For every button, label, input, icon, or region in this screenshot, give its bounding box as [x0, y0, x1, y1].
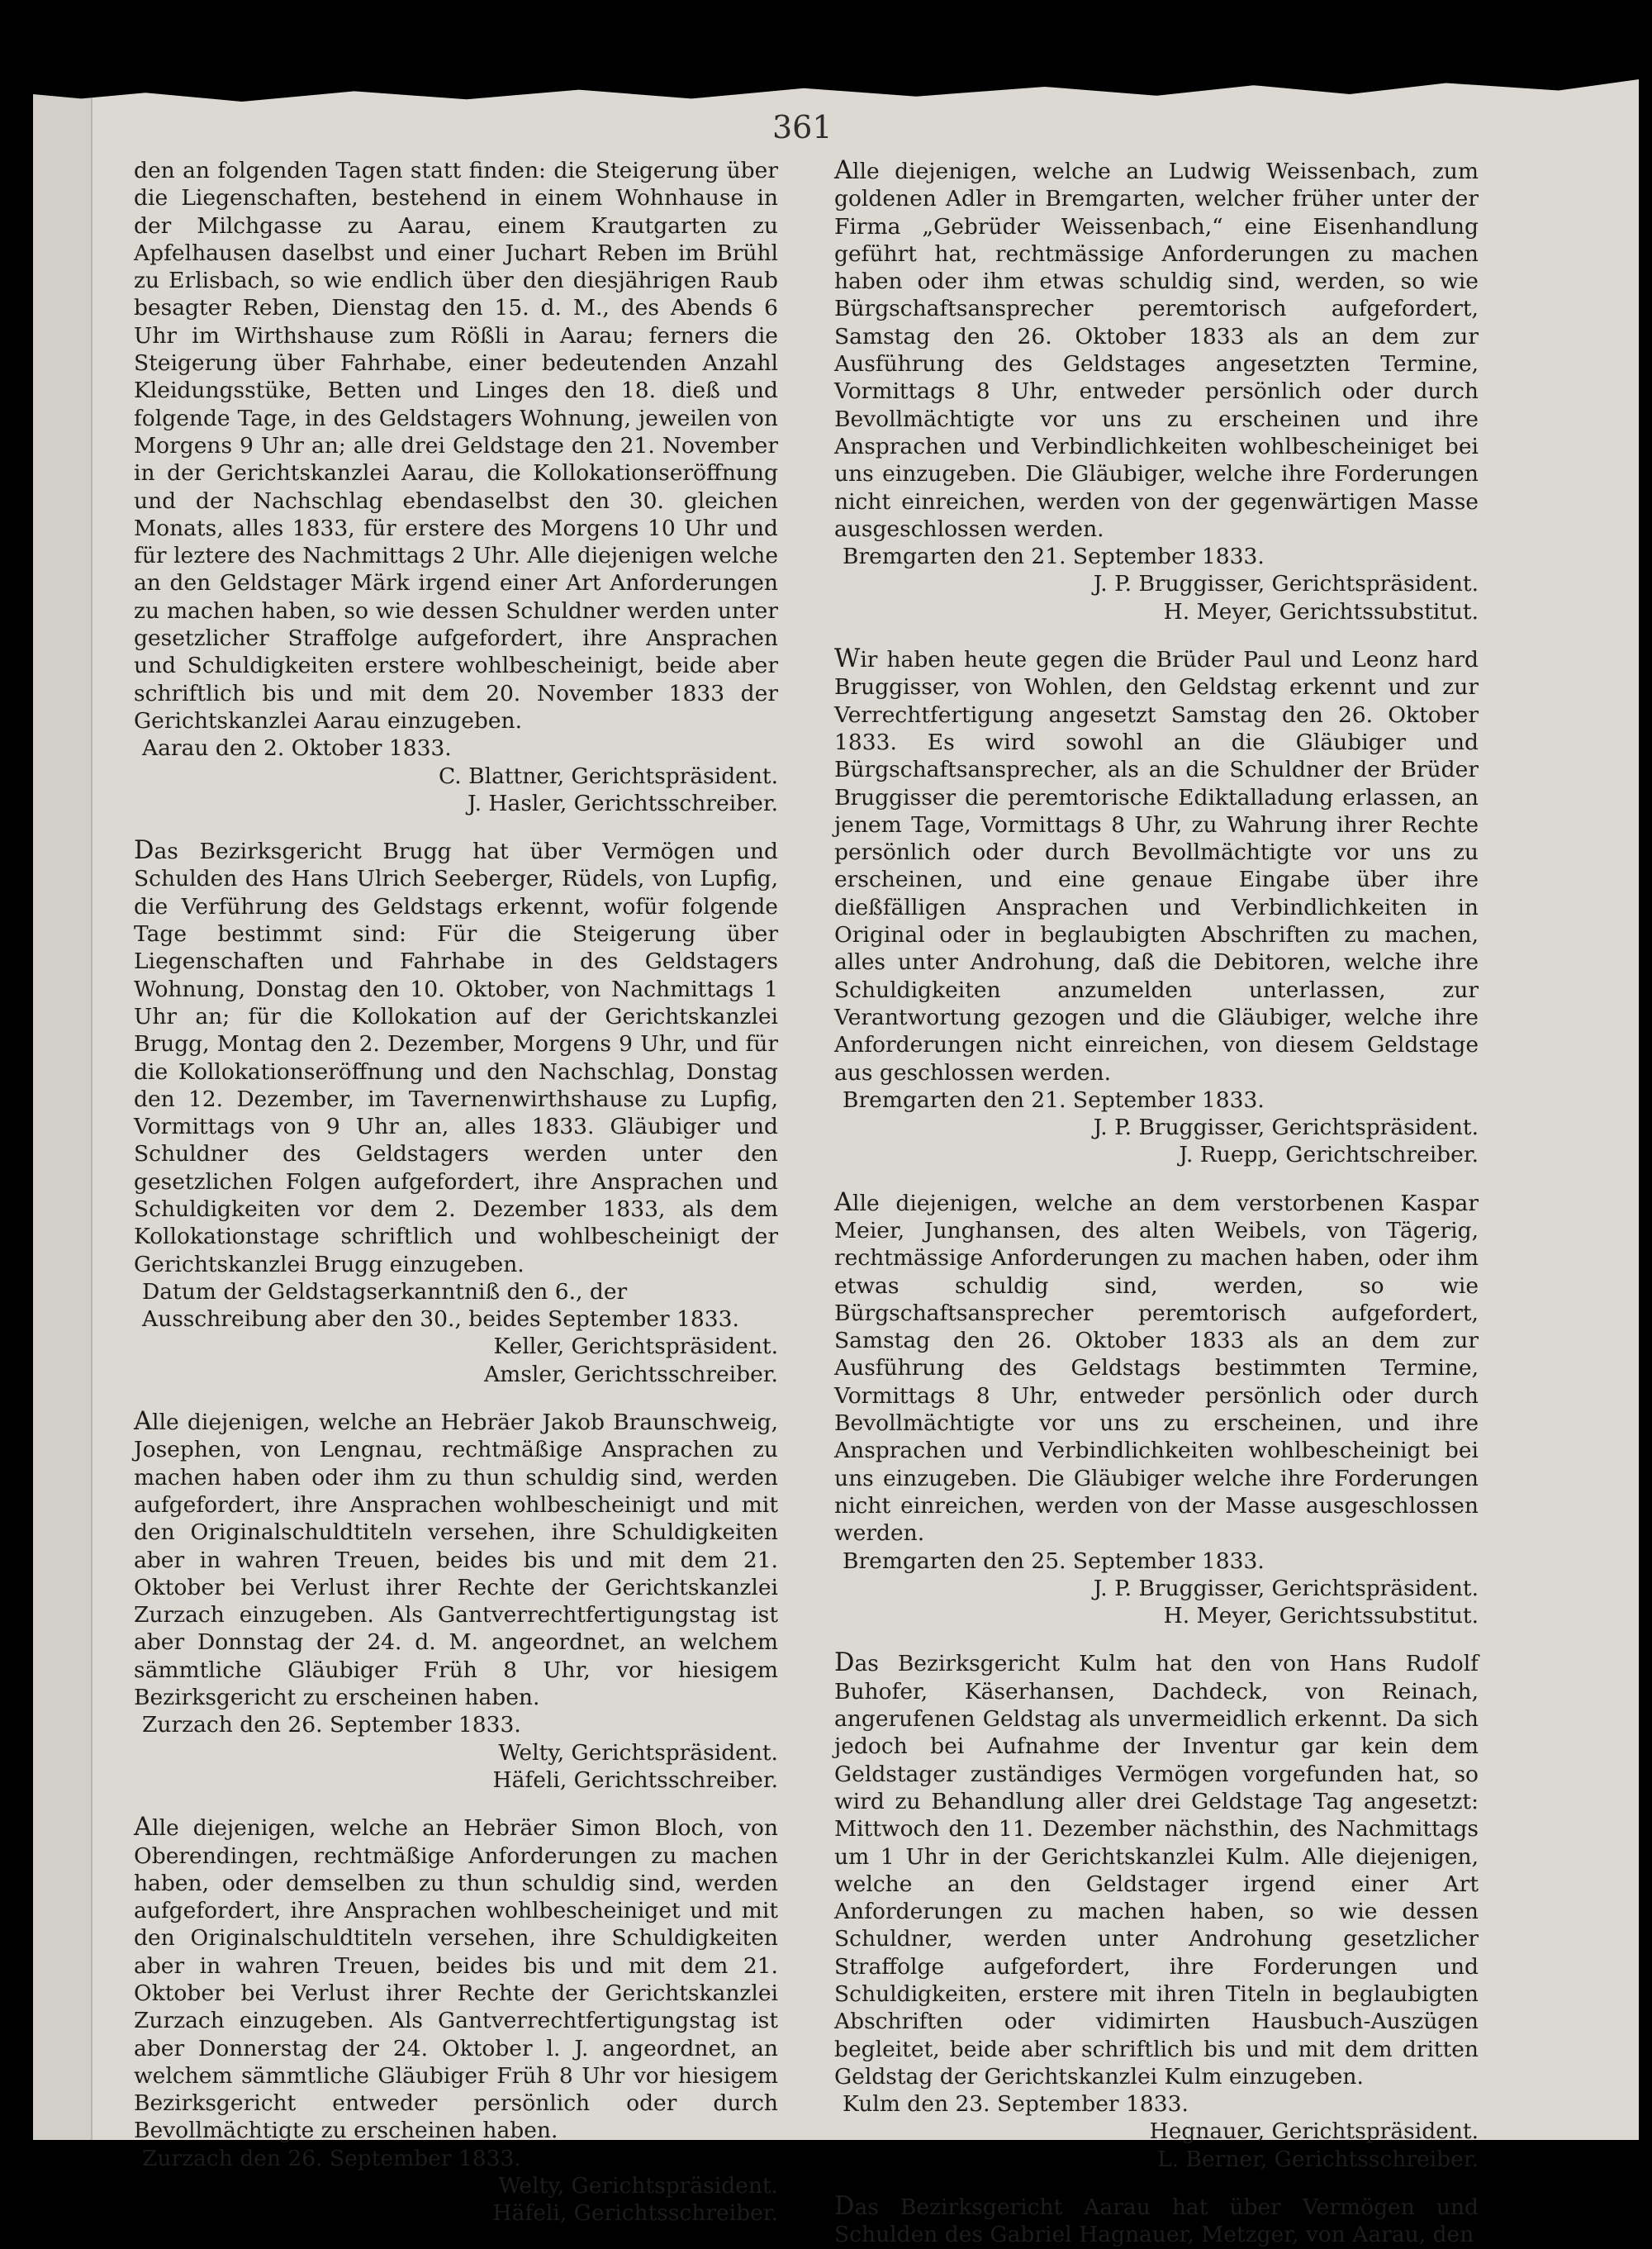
notice-place-date: Zurzach den 26. September 1833.: [142, 1712, 521, 1738]
notice-text: Das Bezirksgericht Aarau hat über Vermögen und Schulden des Gabriel Hagnauer, Metzger, von Aarau, den: [834, 2192, 1479, 2248]
notice-text: Das Bezirksgericht Brugg hat über Vermögen und Schulden des Hans Ulrich Seeberger, Rüdels, von Lupfig, die Verführung des Geldstags erkennt, wofür folgende Tage bestimmt sind: Für die Steigerung über Liegenschaften und Fahrhabe in des Geldstagers Wohnung, Donstag den 10. Oktober, von Nachmittags 1 Uhr an; für die Kollokation auf der Gerichtskanzlei Brugg, Montag den 2. Dezember, Morgens 9 Uhr, und für die Kollokationseröffnung und den Nachschlag, Donstag den 12. Dezember, im Tavernenwirthshause zu Lupfig, Vormittags von 9 Uhr an, alles 1833. Gläubiger und Schuldner des Geldstagers werden unter den gesetzlichen Folgen aufgefordert, ihre Ansprachen und Schuldigkeiten vor dem 2. Dezember 1833, als dem Kollokationstage schriftlich und wohlbescheinigt der Gerichtskanzlei Brugg einzugeben.: [134, 836, 778, 1277]
notice-signature: Welty, Gerichtspräsident.: [498, 2173, 778, 2199]
notice-place-date: Datum der Geldstagserkanntniß den 6., der Ausschreibung aber den 30., beides September 1833.: [142, 1278, 739, 1333]
right-column: [834, 157, 1479, 2249]
notice-text: den an folgenden Tagen statt finden: die Steigerung über die Liegenschaften, bestehend in einem Wohnhause in der Milchgasse zu Aarau, einem Krautgarten zu Apfelhausen daselbst und einer Juchart Reben im Brühl zu Erlisbach, so wie endlich über den diesjährigen Raub besagter Reben, Dienstag den 15. d. M., des Abends 6 Uhr im Wirthshause zum Rößli in Aarau; ferners die Steigerung über Fahrhabe, einer bedeutenden Anzahl Kleidungsstüke, Betten und Linges den 18. dieß und folgende Tage, in des Geldstagers Wohnung, jeweilen von Morgens 9 Uhr an; alle drei Geldstage den 21. November in der Gerichtskanzlei Aarau, die Kollokationseröffnung und der Nachschlag ebendaselbst den 30. gleichen Monats, alles 1833, für erstere des Morgens 10 Uhr und für leztere des Nachmittags 2 Uhr. Alle diejenigen welche an den Geldstager Märk irgend einer Art Anforderungen zu machen haben, so wie dessen Schuldner werden unter gesetzlicher Straffolge aufgefordert, ihre Ansprachen und Schuldigkeiten erstere wohlbescheinigt, beide aber schriftlich bis und mit dem 20. November 1833 der Gerichtskanzlei Aarau einzugeben.: [134, 158, 778, 734]
notice-signature: J. P. Bruggisser, Gerichtspräsident.: [1093, 1575, 1479, 1601]
notice-text: Das Bezirksgericht Kulm hat den von Hans Rudolf Buhofer, Käserhansen, Dachdeck, von Reinach, angerufenen Geldstag als unvermeidlich erkennt. Da sich jedoch bei Aufnahme der Inventur gar kein dem Geldstager zuständiges Vermögen vorgefunden hat, so wird zu Behandlung aller drei Geldstage Tag angesetzt: Mittwoch den 11. Dezember nächsthin, des Nachmittags um 1 Uhr in der Gerichtskanzlei Kulm. Alle diejenigen, welche an den Geldstager irgend einer Art Anforderungen zu machen haben, so wie dessen Schuldner, werden unter Androhung gesetzlicher Straffolge aufgefordert, ihre Forderungen und Schuldigkeiten, erstere mit ihren Titeln in beglaubigten Abschriften oder vidimirten Hausbuch-Auszügen begleitet, beide aber schriftlich bis und mit dem dritten Geldstag der Gerichtskanzlei Kulm einzugeben.: [834, 1648, 1479, 2090]
notice-signature: H. Meyer, Gerichtssubstitut.: [1163, 1603, 1479, 1629]
notice-text: Wir haben heute gegen die Brüder Paul und Leonz hard Bruggisser, von Wohlen, den Geldstag erkennt und zur Verrechtfertigung angesetzt Samstag den 26. Oktober 1833. Es wird sowohl an die Gläubiger und Bürgschaftsansprecher, als an die Schuldner der Brüder Bruggisser die peremtorische Ediktalladung erlassen, an jenem Tage, Vormittags 8 Uhr, zu Wahrung ihrer Rechte persönlich oder durch Bevollmächtigte vor uns zu erscheinen, und eine genaue Eingabe über ihre dießfälligen Ansprachen und Verbindlichkeiten in Original oder in beglaubigten Abschriften zu machen, alles unter Androhung, daß die Debitoren, welche ihre Schuldigkeiten anzumelden unterlassen, zur Verantwortung gezogen und die Gläubiger, welche ihre Anforderungen nicht einreichen, von diesem Geldstage aus geschlossen werden.: [834, 644, 1479, 1086]
notice-signature: H. Meyer, Gerichtssubstitut.: [1163, 598, 1479, 625]
left-column: [134, 157, 778, 2228]
notice-place-date: Zurzach den 26. September 1833.: [142, 2145, 521, 2171]
page-number: 361: [772, 109, 833, 145]
notice-signature: J. Ruepp, Gerichtschreiber.: [1179, 1142, 1479, 1168]
notice-signature: J. P. Bruggisser, Gerichtspräsident.: [1093, 1115, 1479, 1141]
notice-place-date: Bremgarten den 25. September 1833.: [843, 1548, 1265, 1574]
notice-signature: Keller, Gerichtspräsident.: [493, 1334, 778, 1360]
notice-place-date: Kulm den 23. September 1833.: [843, 2091, 1189, 2118]
notice-text: Alle diejenigen, welche an Hebräer Jakob Braunschweig, Josephen, von Lengnau, rechtmäßige Ansprachen zu machen haben oder ihm zu thun schuldig sind, werden aufgefordert, ihre Ansprachen wohlbescheinigt und mit den Originalschuldtiteln versehen, ihre Schuldigkeiten aber in wahren Treuen, beides bis und mit dem 21. Oktober bei Verlust ihrer Rechte der Gerichtskanzlei Zurzach einzugeben. Als Gantverrechtfertigungstag ist aber Donnstag der 24. d. M. angeordnet, an welchem sämmtliche Gläubiger Früh 8 Uhr, vor hiesigem Bezirksgericht zu erscheinen haben.: [134, 1407, 778, 1711]
notice-signature: C. Blattner, Gerichtspräsident.: [438, 763, 778, 789]
left-margin-strip: [33, 50, 93, 2140]
notice-text: Alle diejenigen, welche an Ludwig Weissenbach, zum goldenen Adler in Bremgarten, welcher früher unter der Firma „Gebrüder Weissenbach,“ eine Eisenhandlung geführt hat, rechtmässige Anforderungen zu machen haben oder ihm etwas schuldig sind, werden, so wie Bürgschaftsansprecher peremtorisch aufgefordert, Samstag den 26. Oktober 1833 als an dem zur Ausführung des Geldstages angesetzten Termine, Vormittags 8 Uhr, entweder persönlich oder durch Bevollmächtigte vor uns zu erscheinen und ihre Ansprachen und Verbindlichkeiten wohlbescheiniget bei uns einzugeben. Die Gläubiger, welche ihre Forderungen nicht einreichen, werden von der gegenwärtigen Masse ausgeschlossen werden.: [834, 156, 1479, 542]
notice-signature: Welty, Gerichtspräsident.: [498, 1739, 778, 1766]
notice-signature: J. Hasler, Gerichtsschreiber.: [468, 790, 778, 816]
notice-text: Alle diejenigen, welche an dem verstorbenen Kaspar Meier, Junghansen, des alten Weibels, von Tägerig, rechtmässige Anforderungen zu machen haben, oder ihm etwas schuldig sind, werden, so wie Bürgschaftsansprecher peremtorisch aufgefordert, Samstag den 26. Oktober 1833 als an dem zur Ausführung des Geldstags bestimmten Termine, Vormittags 8 Uhr, entweder persönlich oder durch Bevollmächtigte vor uns zu erscheinen, und ihre Ansprachen und Verbindlichkeiten wohlbescheinigt bei uns einzugeben. Die Gläubiger welche ihre Forderungen nicht einreichen, werden von der Masse ausgeschlossen werden.: [834, 1187, 1479, 1547]
notice-signature: Häfeli, Gerichtsschreiber.: [492, 2200, 778, 2227]
notice-signature: L. Berner, Gerichtsschreiber.: [1157, 2146, 1479, 2172]
notice-signature: Häfeli, Gerichtsschreiber.: [492, 1766, 778, 1793]
notice-place-date: Aarau den 2. Oktober 1833.: [142, 735, 452, 762]
notice-text: Alle diejenigen, welche an Hebräer Simon Bloch, von Oberendingen, rechtmäßige Anforderungen zu machen haben, oder demselben zu thun schuldig sind, werden aufgefordert, ihre Ansprachen wohlbescheiniget und mit den Originalschuldtiteln versehen, ihre Schuldigkeiten aber in wahren Treuen, beides bis und mit dem 21. Oktober bei Verlust ihrer Rechte der Gerichtskanzlei Zurzach einzugeben. Als Gantverrechtfertigungstag ist aber Donnerstag der 24. Oktober l. J. angeordnet, an welchem sämmtliche Gläubiger Früh 8 Uhr vor hiesigem Bezirksgericht entweder persönlich oder durch Bevollmächtigte zu erscheinen haben.: [134, 1813, 778, 2144]
newspaper-page: [33, 50, 1639, 2248]
notice-signature: Hegnauer, Gerichtspräsident.: [1149, 2118, 1479, 2145]
notice-place-date: Bremgarten den 21. September 1833.: [843, 1086, 1265, 1113]
notice-signature: J. P. Bruggisser, Gerichtspräsident.: [1093, 571, 1479, 597]
notice-place-date: Bremgarten den 21. September 1833.: [843, 544, 1265, 570]
torn-top-edge: [33, 50, 1639, 124]
notice-signature: Amsler, Gerichtsschreiber.: [484, 1361, 778, 1387]
